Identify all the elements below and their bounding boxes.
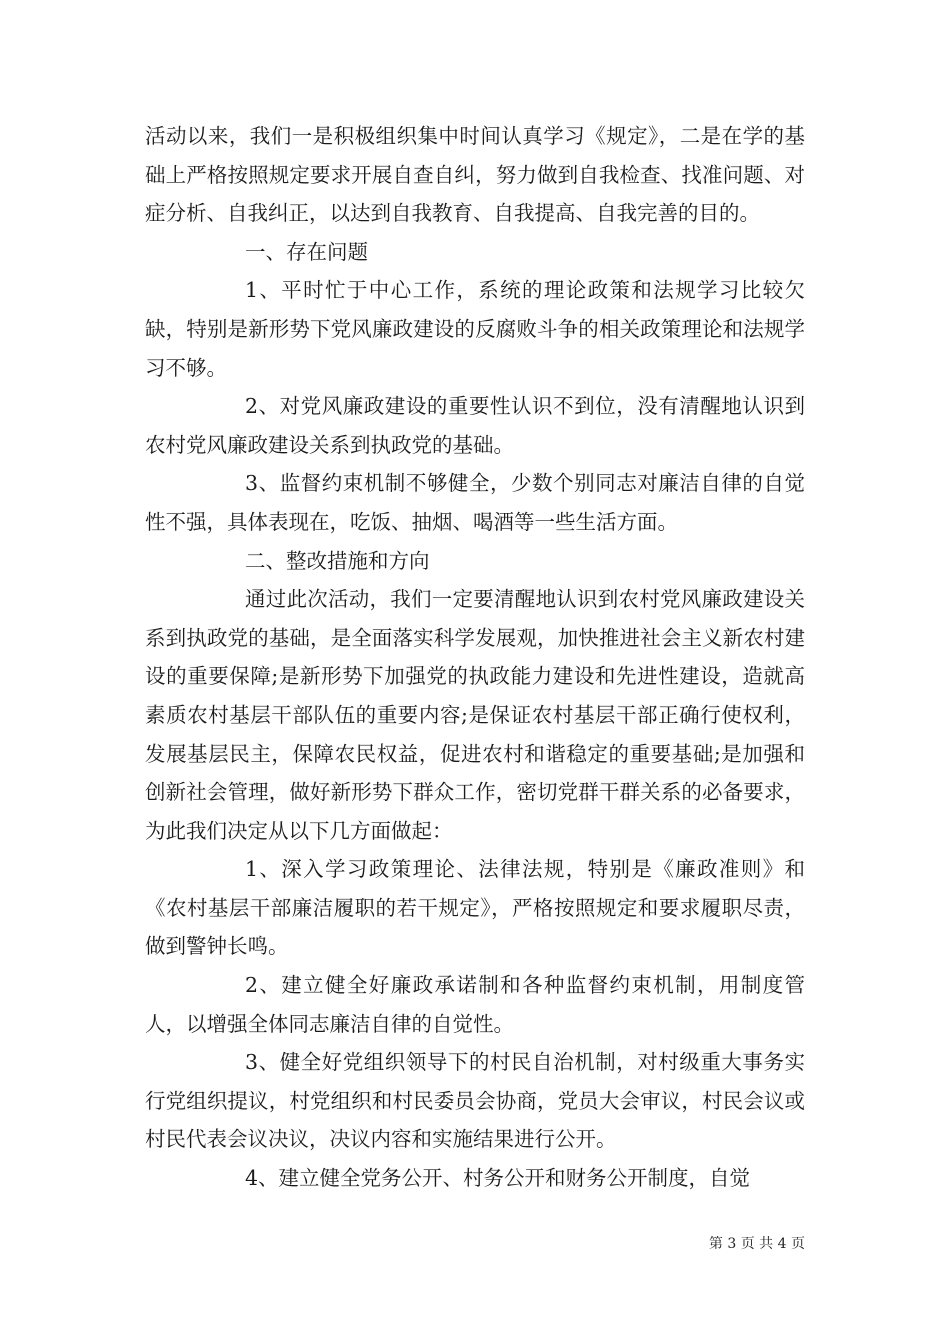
page-number-footer: 第 3 页 共 4 页: [708, 1236, 805, 1252]
paragraph-problem-2: 2、对党风廉政建设的重要性认识不到位，没有清醒地认识到农村党风廉政建设关系到执政党的基础。: [145, 394, 805, 457]
document-body: [145, 117, 805, 1198]
paragraph-measure-1: 1、深入学习政策理论、法律法规，特别是《廉政准则》和《农村基层干部廉洁履职的若干规定》，严格按照规定和要求履职尽责，做到警钟长鸣。: [145, 857, 805, 959]
section-heading-problems: 一、存在问题: [245, 239, 368, 264]
paragraph-intro: 活动以来，我们一是积极组织集中时间认真学习《规定》，二是在学的基础上严格按照规定要求开展自查自纠，努力做到自我检查、找准问题、对症分析、自我纠正，以达到自我教育、自我提高、自我完善的目的。: [145, 124, 805, 226]
paragraph-measure-4: 4、建立健全党务公开、村务公开和财务公开制度，自觉: [245, 1166, 751, 1191]
section-heading-measures: 二、整改措施和方向: [245, 548, 430, 573]
paragraph-problem-3: 3、监督约束机制不够健全，少数个别同志对廉洁自律的自觉性不强，具体表现在，吃饭、抽烟、喝酒等一些生活方面。: [145, 471, 805, 534]
paragraph-measures-intro: 通过此次活动，我们一定要清醒地认识到农村党风廉政建设关系到执政党的基础，是全面落实科学发展观，加快推进社会主义新农村建设的重要保障;是新形势下加强党的执政能力建设和先进性建设，造就高素质农村基层干部队伍的重要内容;是保证农村基层干部正确行使权利，发展基层民主，保障农民权益，促进农村和谐稳定的重要基础;是加强和创新社会管理，做好新形势下群众工作，密切党群干群关系的必备要求，为此我们决定从以下几方面做起：: [145, 587, 805, 843]
paragraph-measure-3: 3、健全好党组织领导下的村民自治机制，对村级重大事务实行党组织提议，村党组织和村民委员会协商，党员大会审议，村民会议或村民代表会议决议，决议内容和实施结果进行公开。: [145, 1050, 805, 1152]
paragraph-problem-1: 1、平时忙于中心工作，系统的理论政策和法规学习比较欠缺，特别是新形势下党风廉政建设的反腐败斗争的相关政策理论和法规学习不够。: [145, 278, 805, 380]
paragraph-measure-2: 2、建立健全好廉政承诺制和各种监督约束机制，用制度管人，以增强全体同志廉洁自律的自觉性。: [145, 973, 805, 1036]
